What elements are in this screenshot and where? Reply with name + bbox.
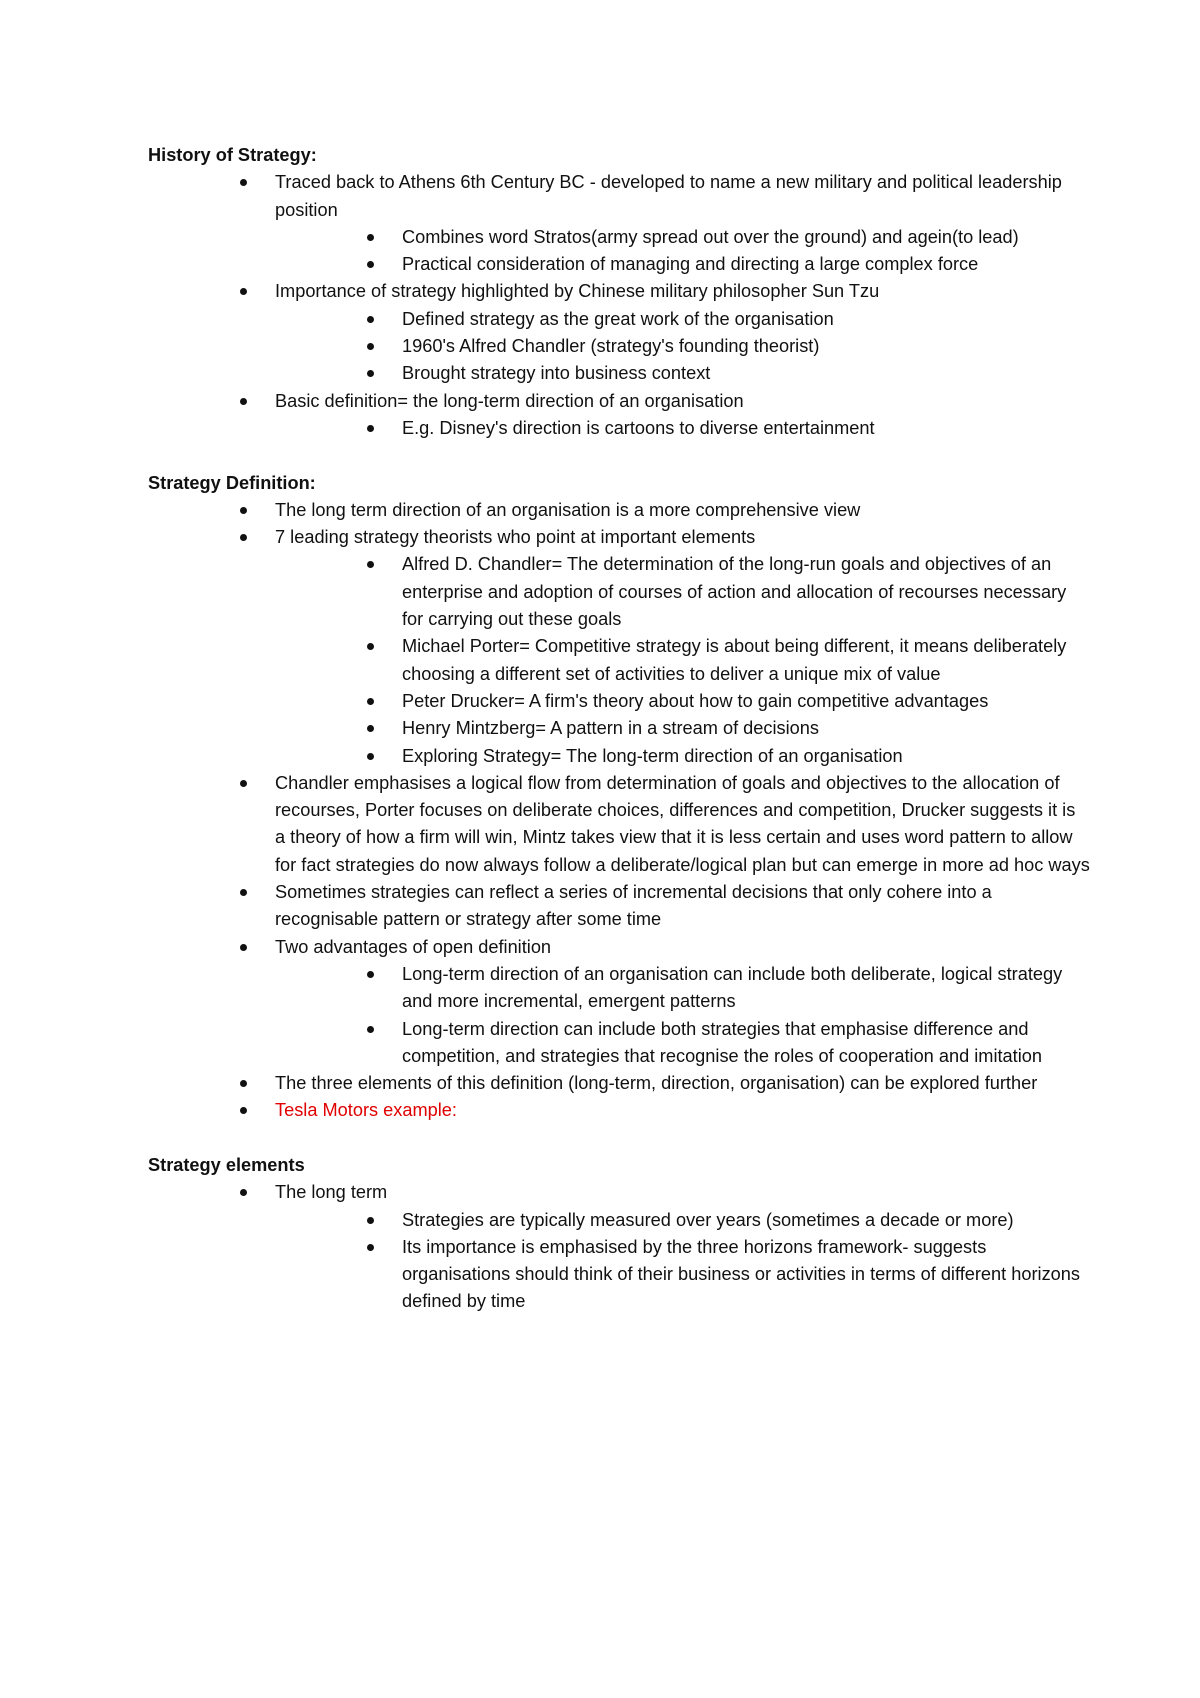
bullet-icon	[240, 1107, 247, 1114]
list-item	[148, 169, 1090, 224]
bullet-icon	[367, 1244, 374, 1251]
bullet-icon	[240, 288, 247, 295]
section-history-of-strategy	[148, 142, 1090, 442]
bullet-icon	[240, 889, 247, 896]
bullet-icon	[240, 398, 247, 405]
list-item-text: Exploring Strategy= The long-term direction of an organisation	[402, 745, 903, 766]
list-item	[148, 388, 1090, 415]
list-item	[148, 1234, 1090, 1316]
list-item-text: Sometimes strategies can reflect a series of incremental decisions that only cohere into a recognisable pattern or strategy after some time	[275, 882, 992, 930]
list-item	[148, 715, 1090, 742]
bullet-icon	[367, 370, 374, 377]
list-item-text: The long term	[275, 1182, 388, 1203]
list-item-text: Two advantages of open definition	[275, 936, 552, 957]
list-item	[148, 360, 1090, 387]
list-item-text: Long-term direction can include both strategies that emphasise difference and competition, and strategies that recognise the roles of cooperation and imitation	[402, 1018, 1042, 1066]
bullet-icon	[367, 1026, 374, 1033]
list-item-text: Combines word Stratos(army spread out over the ground) and agein(to lead)	[402, 226, 1019, 247]
list-item	[148, 524, 1090, 551]
list-item-text: Strategies are typically measured over years (sometimes a decade or more)	[402, 1209, 1014, 1230]
bullet-icon	[367, 1217, 374, 1224]
list-item-text: Alfred D. Chandler= The determination of the long-run goals and objectives of an enterprise and adoption of courses of action and allocation of recourses necessary for carrying out these goals	[402, 554, 1067, 630]
list-item-text: E.g. Disney's direction is cartoons to diverse entertainment	[402, 417, 875, 438]
bullet-list	[148, 497, 1090, 1125]
list-item	[148, 879, 1090, 934]
list-item	[148, 633, 1090, 688]
list-item	[148, 743, 1090, 770]
bullet-icon	[367, 561, 374, 568]
section-heading: Strategy elements	[148, 1154, 305, 1175]
list-item-text: Defined strategy as the great work of the organisation	[402, 308, 834, 329]
list-item	[148, 333, 1090, 360]
list-item	[148, 934, 1090, 961]
list-item-tesla-example	[148, 1097, 1090, 1124]
bullet-icon	[240, 944, 247, 951]
bullet-icon	[367, 343, 374, 350]
list-item-text: 1960's Alfred Chandler (strategy's founding theorist)	[402, 336, 820, 357]
list-item-text: Brought strategy into business context	[402, 363, 711, 384]
section-heading: Strategy Definition:	[148, 472, 316, 493]
section-strategy-definition	[148, 470, 1090, 1125]
list-item	[148, 415, 1090, 442]
list-item-text: Henry Mintzberg= A pattern in a stream of decisions	[402, 718, 820, 739]
paragraph-spacer	[148, 442, 1090, 469]
bullet-icon	[240, 179, 247, 186]
list-item-text: Chandler emphasises a logical flow from determination of goals and objectives to the allocation of recourses, Porter focuses on deliberate choices, differences and competition, Drucker suggests it is a theory of how a firm will win, Mintz takes view that it is less certain and uses word pattern to allow for fact strategies do now always follow a deliberate/logical plan but can emerge in more ad hoc ways	[275, 772, 1090, 875]
list-item	[148, 961, 1090, 1016]
list-item	[148, 251, 1090, 278]
bullet-icon	[367, 316, 374, 323]
list-item	[148, 1207, 1090, 1234]
bullet-list	[148, 1179, 1090, 1315]
bullet-icon	[367, 971, 374, 978]
list-item	[148, 278, 1090, 305]
list-item	[148, 1179, 1090, 1206]
list-item	[148, 770, 1090, 879]
list-item-text: 7 leading strategy theorists who point at important elements	[275, 527, 756, 548]
bullet-icon	[367, 425, 374, 432]
list-item-text: Long-term direction of an organisation can include both deliberate, logical strategy and more incremental, emergent patterns	[402, 963, 1063, 1012]
section-strategy-elements	[148, 1152, 1090, 1316]
list-item	[148, 1070, 1090, 1097]
list-item-text: Traced back to Athens 6th Century BC - developed to name a new military and political leadership position	[275, 172, 1062, 220]
bullet-icon	[367, 643, 374, 650]
list-item	[148, 551, 1090, 633]
tesla-example-text: Tesla Motors example:	[275, 1100, 457, 1121]
bullet-list	[148, 169, 1090, 442]
bullet-icon	[240, 1080, 247, 1087]
bullet-icon	[240, 1189, 247, 1196]
bullet-icon	[367, 234, 374, 241]
list-item	[148, 224, 1090, 251]
bullet-icon	[367, 753, 374, 760]
list-item-text: Basic definition= the long-term direction of an organisation	[275, 390, 744, 411]
bullet-icon	[367, 725, 374, 732]
list-item-text: Michael Porter= Competitive strategy is about being different, it means deliberately choosing a different set of activities to deliver a unique mix of value	[402, 636, 1067, 684]
bullet-icon	[240, 507, 247, 514]
list-item-text: Importance of strategy highlighted by Chinese military philosopher Sun Tzu	[275, 281, 880, 302]
list-item-text: Peter Drucker= A firm's theory about how to gain competitive advantages	[402, 690, 989, 711]
list-item	[148, 306, 1090, 333]
bullet-icon	[367, 698, 374, 705]
bullet-icon	[240, 534, 247, 541]
list-item	[148, 688, 1090, 715]
list-item	[148, 497, 1090, 524]
section-heading: History of Strategy:	[148, 145, 317, 165]
list-item-text: The long term direction of an organisation is a more comprehensive view	[275, 499, 861, 520]
list-item	[148, 1016, 1090, 1071]
bullet-icon	[367, 261, 374, 268]
list-item-text: The three elements of this definition (long-term, direction, organisation) can be explored further	[275, 1073, 1038, 1094]
paragraph-spacer	[148, 1125, 1090, 1152]
list-item-text: Its importance is emphasised by the three horizons framework- suggests organisations should think of their business or activities in terms of different horizons defined by time	[402, 1236, 1080, 1312]
bullet-icon	[240, 780, 247, 787]
list-item-text: Practical consideration of managing and directing a large complex force	[402, 254, 979, 275]
